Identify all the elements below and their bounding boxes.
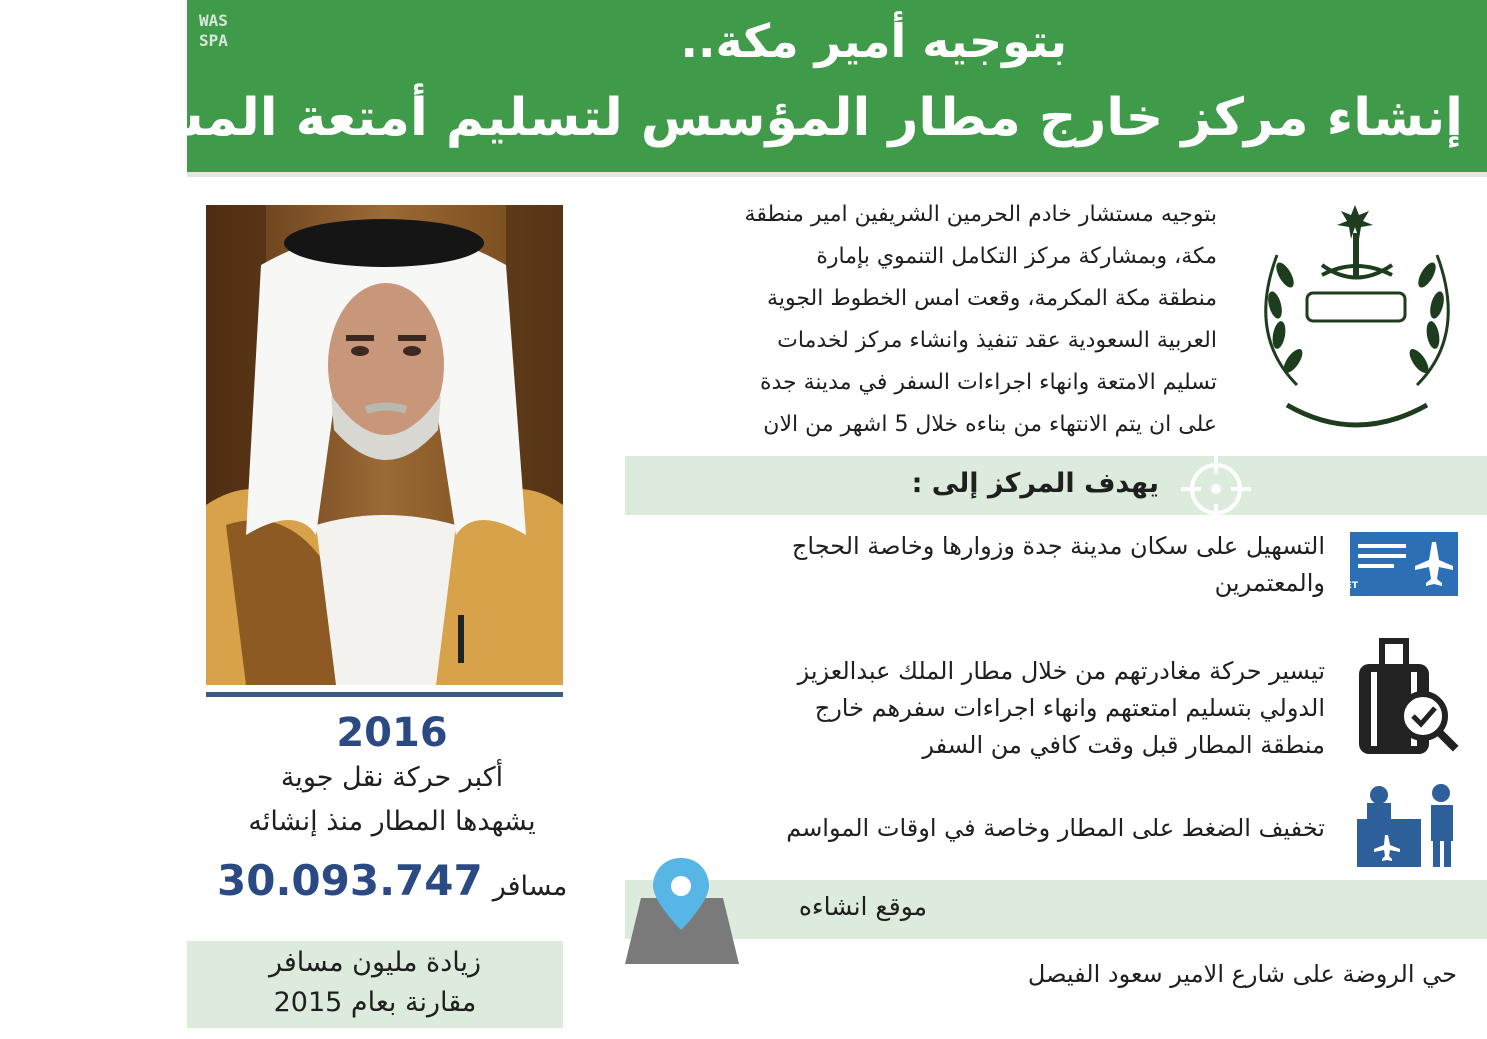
stat-description-line-1: أكبر حركة نقل جوية — [280, 762, 504, 793]
header-banner — [0, 0, 1487, 172]
spa-logo-icon — [199, 10, 251, 50]
ticket-icon — [1322, 532, 1458, 596]
map-pin-icon — [623, 858, 741, 966]
svg-text:WAS: WAS — [199, 11, 228, 30]
goal-1-line-1: التسهيل على سكان مدينة جدة وزوارها وخاصة الحجاج — [791, 532, 1325, 560]
intro-line-2: مكة، وبمشاركة مركز التكامل التنموي بإمارة — [816, 244, 1217, 269]
location-heading: موقع انشاءه — [798, 892, 927, 921]
spa-logo — [199, 10, 251, 50]
stat-year: 2016 — [336, 710, 448, 756]
header-divider — [187, 172, 1487, 177]
makkah-emblem — [1227, 195, 1477, 435]
palm-swords-emblem-icon — [1227, 195, 1477, 435]
target-icon — [1179, 452, 1253, 526]
portrait-photo — [206, 205, 563, 685]
goal-2-line-2: الدولي بتسليم امتعتهم وانهاء اجراءات سفرهم خارج — [814, 694, 1325, 722]
passenger-unit: مسافر — [492, 871, 568, 902]
increase-line-2: مقارنة بعام 2015 — [273, 987, 477, 1018]
goal-2-line-3: منطقة المطار قبل وقت كافي من السفر — [922, 731, 1325, 759]
goal-3-line-1: تخفيف الضغط على المطار وخاصة في اوقات المواسم — [786, 814, 1325, 842]
portrait-illustration — [206, 205, 563, 685]
stat-description-line-2: يشهدها المطار منذ إنشائه — [248, 806, 536, 837]
goals-heading: يهدف المركز إلى : — [911, 468, 1159, 499]
title-line-1: بتوجيه أمير مكة.. — [680, 14, 1067, 68]
portrait-divider — [206, 692, 563, 697]
passenger-total — [217, 856, 568, 905]
title-line-2: إنشاء مركز خارج مطار المؤسس لتسليم أمتعة المسافرين — [0, 88, 1463, 148]
intro-line-4: العربية السعودية عقد تنفيذ وانشاء مركز لخدمات — [777, 328, 1217, 353]
intro-line-1: بتوجيه مستشار خادم الحرمين الشريفين امير منطقة — [744, 202, 1217, 227]
location-text: حي الروضة على شارع الامير سعود الفيصل — [1027, 960, 1457, 988]
location-band — [625, 880, 1487, 939]
passenger-count: 30.093.747 — [217, 856, 483, 905]
ticket-label: TICKET — [1322, 581, 1358, 591]
goal-2-line-1: تيسير حركة مغادرتهم من خلال مطار الملك عبدالعزيز — [797, 657, 1325, 685]
goal-1-line-2: والمعتمرين — [1214, 569, 1325, 597]
intro-line-3: منطقة مكة المكرمة، وقعت امس الخطوط الجوية — [767, 286, 1217, 311]
check-in-desk-icon — [1357, 783, 1461, 867]
intro-line-5: تسليم الامتعة وانهاء اجراءات السفر في مدينة جدة — [759, 370, 1217, 395]
luggage-search-icon — [1357, 636, 1461, 760]
intro-line-6: على ان يتم الانتهاء من بناءه خلال 5 اشهر من الان — [763, 412, 1217, 437]
increase-line-1: زيادة مليون مسافر — [268, 947, 482, 978]
increase-box — [187, 941, 563, 1028]
svg-text:SPA: SPA — [199, 31, 228, 50]
